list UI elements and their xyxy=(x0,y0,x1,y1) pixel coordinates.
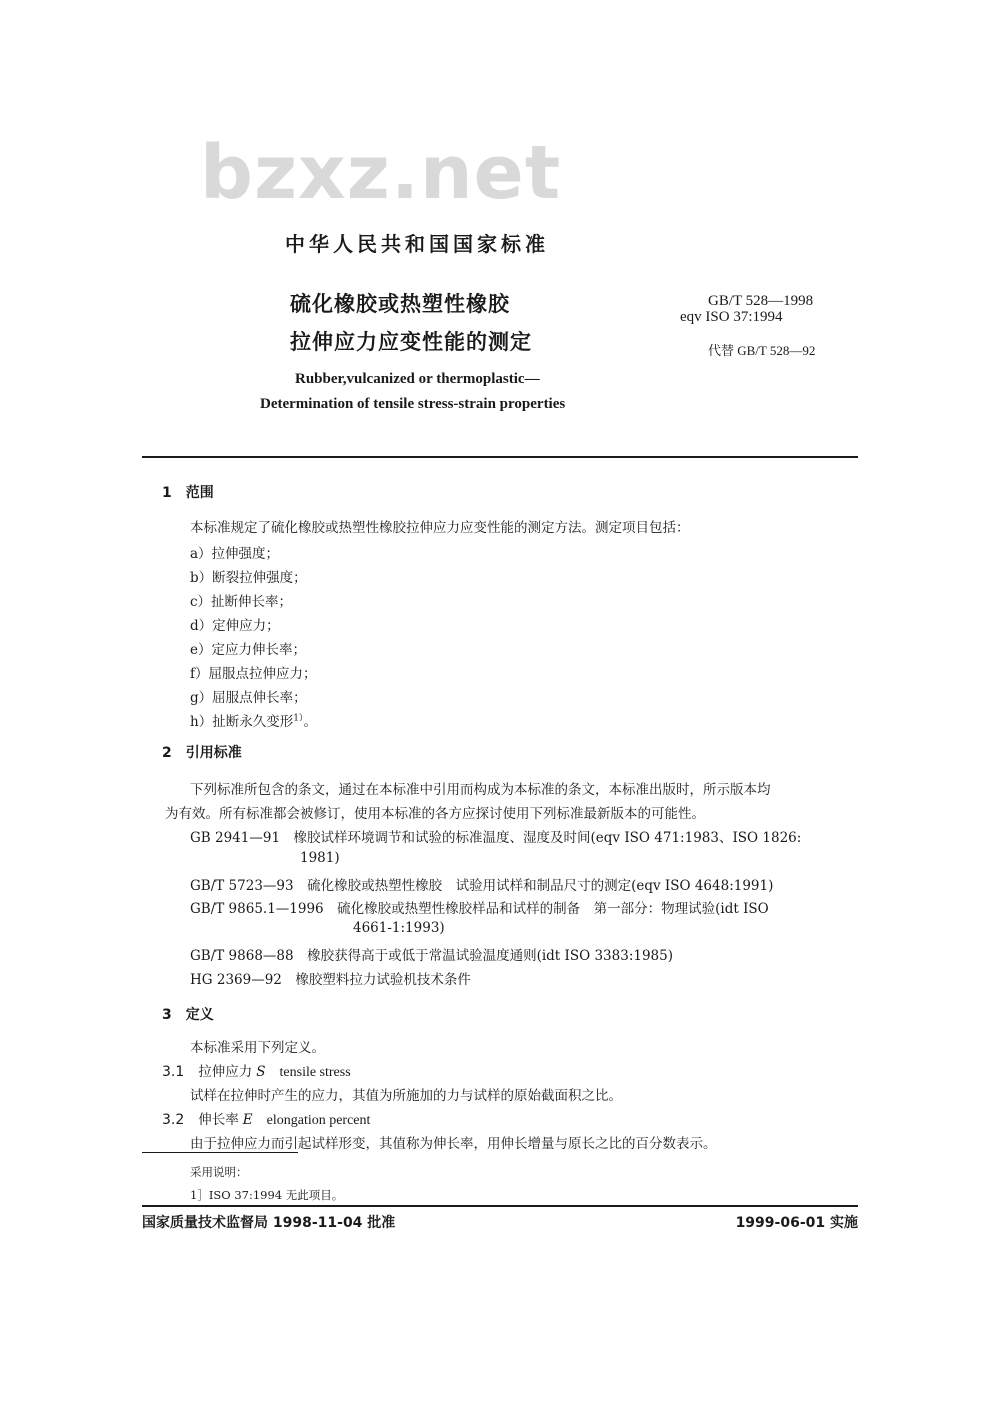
title-en-line2: Determination of tensile stress-strain properties xyxy=(260,396,566,412)
definition-number: 3.1 xyxy=(162,1064,185,1080)
equivalent-standard: eqv ISO 37:1994 xyxy=(680,309,783,325)
section2-title: 引用标准 xyxy=(185,745,242,761)
definition-number: 3.2 xyxy=(162,1112,185,1128)
reference-item: HG 2369—92 橡胶塑料拉力试验机技术条件 xyxy=(190,972,471,988)
section2-para-line2: 为有效。所有标准都会被修订，使用本标准的各方应探讨使用下列标准最新版本的可能性。 xyxy=(165,806,705,822)
watermark: bzxz.net xyxy=(200,130,562,216)
definition-en: tensile stress xyxy=(279,1065,351,1080)
section1-title: 范围 xyxy=(185,485,214,501)
list-item-text: h）扯断永久变形 xyxy=(190,714,294,730)
list-item: d）定伸应力； xyxy=(190,618,280,634)
reference-item: GB/T 9865.1—1996 硫化橡胶或热塑性橡胶样品和试样的制备 第一部分：物理试验(idt ISO xyxy=(190,901,769,917)
footnote-ref: 1） xyxy=(293,713,304,724)
footnote-1: 1］ISO 37:1994 无此项目。 xyxy=(190,1188,344,1202)
definition-3-2 xyxy=(162,1108,370,1129)
definition-3-2-text: 由于拉伸应力而引起试样形变，其值称为伸长率，用伸长增量与原长之比的百分数表示。 xyxy=(190,1136,717,1152)
definition-term: 拉伸应力 xyxy=(198,1064,253,1080)
list-item-end: 。 xyxy=(303,714,317,730)
reference-item: GB/T 9868—88 橡胶获得高于或低于常温试验温度通则(idt ISO 3383:1985) xyxy=(190,948,673,964)
title-en-line1: Rubber,vulcanized or thermoplastic— xyxy=(295,371,540,387)
title-cn-line2: 拉伸应力应变性能的测定 xyxy=(290,330,532,354)
section2-para-line1: 下列标准所包含的条文，通过在本标准中引用而构成为本标准的条文，本标准出版时，所示版本均 xyxy=(190,782,771,798)
definition-symbol: E xyxy=(242,1112,253,1128)
definition-3-1 xyxy=(162,1060,351,1081)
definition-symbol: S xyxy=(256,1064,266,1080)
issued-date: 国家质量技术监督局 1998-11-04 批准 xyxy=(142,1215,396,1231)
footnote-divider xyxy=(142,1152,298,1153)
section2-heading xyxy=(162,742,242,762)
national-standard-label: 中华人民共和国国家标准 xyxy=(285,232,549,256)
standard-number: GB/T 528—1998 xyxy=(708,293,814,309)
definition-3-1-text: 试样在拉伸时产生的应力，其值为所施加的力与试样的原始截面积之比。 xyxy=(190,1088,622,1104)
section1-intro: 本标准规定了硫化橡胶或热塑性橡胶拉伸应力应变性能的测定方法。测定项目包括： xyxy=(190,520,690,536)
reference-item: GB 2941—91 橡胶试样环境调节和试验的标准温度、湿度及时间(eqv ISO 471:1983、ISO 1826: xyxy=(190,830,802,846)
replaces-standard: 代替 GB/T 528—92 xyxy=(708,343,816,358)
list-item xyxy=(190,710,317,730)
reference-item-cont: 4661-1:1993) xyxy=(353,920,445,936)
title-cn-line1: 硫化橡胶或热塑性橡胶 xyxy=(290,292,510,316)
section3-intro: 本标准采用下列定义。 xyxy=(190,1040,325,1056)
notes-label: 采用说明： xyxy=(190,1165,248,1179)
footer-divider xyxy=(142,1205,858,1207)
definition-en: elongation percent xyxy=(266,1113,371,1128)
list-item: f）屈服点拉伸应力； xyxy=(190,666,317,682)
list-item: c）扯断伸长率； xyxy=(190,594,293,610)
reference-item: GB/T 5723—93 硫化橡胶或热塑性橡胶 试验用试样和制品尺寸的测定(eqv ISO 4648:1991) xyxy=(190,878,774,894)
section1-number: 1 xyxy=(162,485,172,501)
list-item: a）拉伸强度； xyxy=(190,546,280,562)
header-divider xyxy=(142,456,858,458)
reference-item-cont: 1981) xyxy=(300,850,340,866)
effective-date: 1999-06-01 实施 xyxy=(735,1215,858,1231)
definition-term: 伸长率 xyxy=(198,1112,239,1128)
list-item: g）屈服点伸长率； xyxy=(190,690,307,706)
section3-heading xyxy=(162,1004,214,1024)
section3-number: 3 xyxy=(162,1007,172,1023)
section2-number: 2 xyxy=(162,745,172,761)
list-item: e）定应力伸长率； xyxy=(190,642,306,658)
section1-heading xyxy=(162,482,214,502)
list-item: b）断裂拉伸强度； xyxy=(190,570,307,586)
section3-title: 定义 xyxy=(185,1007,214,1023)
